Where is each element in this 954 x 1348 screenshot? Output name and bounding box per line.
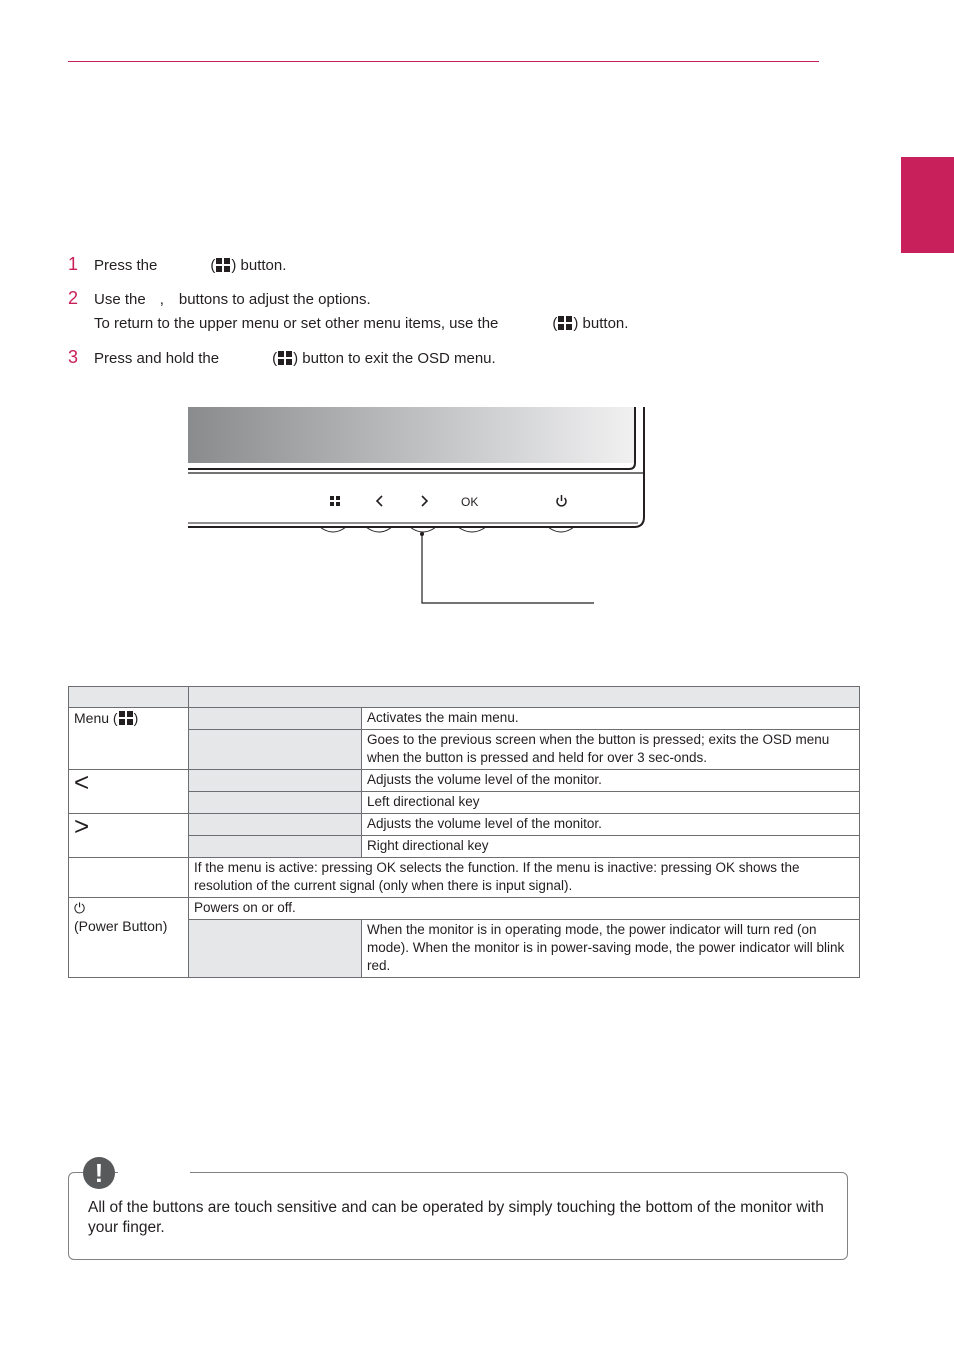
note-text: All of the buttons are touch sensitive and can be operated by simply touching the bottom of the monitor with your finger.: [88, 1199, 824, 1236]
right-arrow-icon: >: [74, 811, 90, 841]
menu-button-icon: [330, 496, 340, 506]
left-arrow-icon: <: [74, 767, 90, 797]
callout-line: [422, 535, 594, 603]
step-number: 3: [68, 347, 79, 367]
screen-panel: [188, 407, 635, 463]
step-text: To return to the upper menu or set other menu items, use the: [94, 315, 499, 332]
step-text: Press and hold the: [94, 350, 220, 367]
table-cell: Activates the main menu.: [362, 708, 860, 730]
step-number: 1: [68, 254, 79, 274]
step-text: Press the: [94, 257, 158, 274]
exclamation-icon: !: [83, 1157, 115, 1189]
table-cell: Powers on or off.: [189, 898, 860, 920]
menu-icon: [216, 258, 230, 272]
monitor-bottom-illustration: [188, 407, 648, 627]
button-functions-table: [68, 686, 860, 978]
table-row: [69, 858, 860, 898]
step-text: Use the: [94, 291, 146, 308]
menu-icon: [119, 711, 133, 725]
table-row: [69, 770, 860, 792]
table-row: [69, 898, 860, 920]
power-button-icon: [557, 495, 566, 506]
top-rule: [68, 61, 819, 62]
table-cell: Adjusts the volume level of the monitor.: [362, 770, 860, 792]
left-button-icon: [377, 496, 382, 506]
table-header-row: [69, 687, 860, 708]
table-row: [69, 708, 860, 730]
menu-key-cell: Menu ( ): [69, 708, 189, 770]
step-text-end: buttons to adjust the options.: [178, 291, 371, 308]
step-text-end: ) button.: [231, 257, 287, 274]
menu-icon: [558, 316, 572, 330]
step-text-end: ) button.: [573, 315, 629, 332]
table-cell: Adjusts the volume level of the monitor.: [362, 814, 860, 836]
table-cell: If the menu is active: pressing OK selects the function. If the menu is inactive: pressing OK shows the resolution of the current signal (only when there is input signal).: [189, 858, 860, 898]
table-row: [69, 814, 860, 836]
step-text-end: ) button to exit the OSD menu.: [293, 350, 496, 367]
step-comma: ,: [159, 291, 164, 308]
table-cell: Left directional key: [362, 792, 860, 814]
power-key-cell: ⏻ (Power Button): [69, 898, 189, 978]
left-key-cell: [69, 767, 189, 814]
ok-button-label: OK: [461, 495, 479, 509]
right-button-icon: [422, 496, 427, 506]
table-cell: When the monitor is in operating mode, the power indicator will turn red (on mode). When the monitor is in power-saving mode, the power indicator will blink red.: [362, 920, 860, 978]
step-number: 2: [68, 288, 79, 308]
menu-icon: [278, 351, 292, 365]
power-icon: ⏻: [74, 900, 86, 916]
table-cell: Goes to the previous screen when the button is pressed; exits the OSD menu when the button is pressed and held for over 3 sec-onds.: [362, 730, 860, 770]
table-cell: Right directional key: [362, 836, 860, 858]
right-key-cell: [69, 811, 189, 858]
language-tab: [901, 157, 954, 253]
ok-key-cell: [69, 858, 189, 898]
